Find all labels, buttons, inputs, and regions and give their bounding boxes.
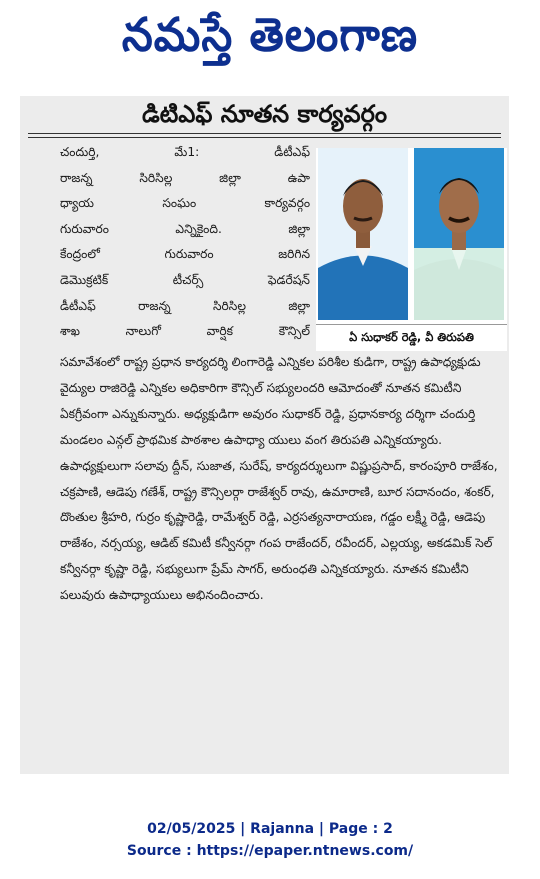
portrait-photo-sudhakar-reddy	[318, 148, 408, 320]
body-line: డీటీఎఫ్ రాజన్న సిరిసిల్ల జిల్లా	[60, 298, 310, 313]
headline-divider-top	[28, 133, 501, 134]
newspaper-title: నమస్తే తెలంగాణ	[121, 8, 419, 62]
portrait-photo-tirupati	[414, 148, 504, 320]
article-clipping	[20, 96, 509, 774]
article-headline: డిటిఎఫ్ నూతన కార్యవర్గం	[141, 100, 388, 128]
body-line: డెమొక్రటిక్ టీచర్స్ ఫెడరేషన్	[60, 272, 310, 287]
body-line: శాఖ నాలుగో వార్షిక కౌన్సిల్	[60, 324, 310, 339]
body-line: ధ్యాయ సంఘం కార్యవర్గం	[60, 196, 310, 211]
body-line: కేంద్రంలో గురువారం జరిగిన	[60, 247, 310, 262]
body-line: రాజన్న సిరిసిల్ల జిల్లా ఉపా	[60, 170, 310, 185]
edition-date-line: 02/05/2025 | Rajanna | Page : 2	[147, 821, 393, 837]
photo-caption-band	[316, 324, 507, 351]
article-body: సమావేశంలో రాష్ట్ర ప్రధాన కార్యదర్శి లింగారెడ్డి ఎన్నికల పరిశీల కుడిగా, రాష్ట్ర ఉపాధ్యక్షుడు వైద్యుల రాజిరెడ్డి ఎన్నికల అధికారిగా కౌన్సిల్ సభ్యులందరి ఆమోదంతో నూతన కమిటీని ఏకగ్రీవంగా ఎన్నుకున్నారు. అధ్యక్షుడిగా అవురం సుధాకర్ రెడ్డి, ప్రధానకార్య దర్శిగా చందుర్తి మండలం ఎన్గల్ ప్రాథమిక పాఠశాల ఉపాధ్యా యులు వంగ తిరుపతి ఎన్నికయ్యారు. ఉపాధ్యక్షులుగా సలావు ద్దీన్, సుజాత, సురేష్, కార్యదర్శులుగా విష్ణుప్రసాద్, కారంపూరి రాజేశం, చక్రపాణి, ఆడెపు గణేశ్, రాష్ట్ర కౌన్సిలర్గా రాజేశ్వర్ రావు, ఉమారాణి, బూర సదానందం, శంకర్, దొంతుల శ్రీహరి, గుర్రం కృష్ణారెడ్డి, రామేశ్వర్ రెడ్డి, ఎర్రసత్యనారాయణ, గడ్డం లక్ష్మీ రెడ్డి, ఆడెపు రాజేశం, నర్సయ్య, ఆడిట్ కమిటీ కన్వీనర్గా గంప రాజేందర్, రవీందర్, ఎల్లయ్య, అకడమిక్ సెల్ కన్వీనర్గా కృష్ణా రెడ్డి, సభ్యులుగా ప్రేమ్ సాగర్, అరుంధతి ఎన్నికయ్యారు. నూతన కమిటీని పలువురు ఉపాధ్యాయులు అభినందించారు.	[60, 355, 498, 603]
photo-panel	[316, 148, 507, 348]
person-portrait-icon	[414, 148, 504, 320]
body-line: గురువారం ఎన్నికైంది. జిల్లా	[60, 221, 310, 236]
article-side-column	[60, 140, 310, 345]
body-line: చందుర్తి, మే1: డీటీఎఫ్	[60, 145, 310, 159]
person-portrait-icon	[318, 148, 408, 320]
masthead	[0, 0, 540, 82]
source-url-line: Source : https://epaper.ntnews.com/	[126, 843, 414, 859]
photo-caption: ఏ సుధాకర్ రెడ్డి, వీ తిరుపతి	[349, 329, 474, 344]
source-footer	[0, 818, 540, 862]
headline-divider-bottom	[28, 137, 501, 138]
